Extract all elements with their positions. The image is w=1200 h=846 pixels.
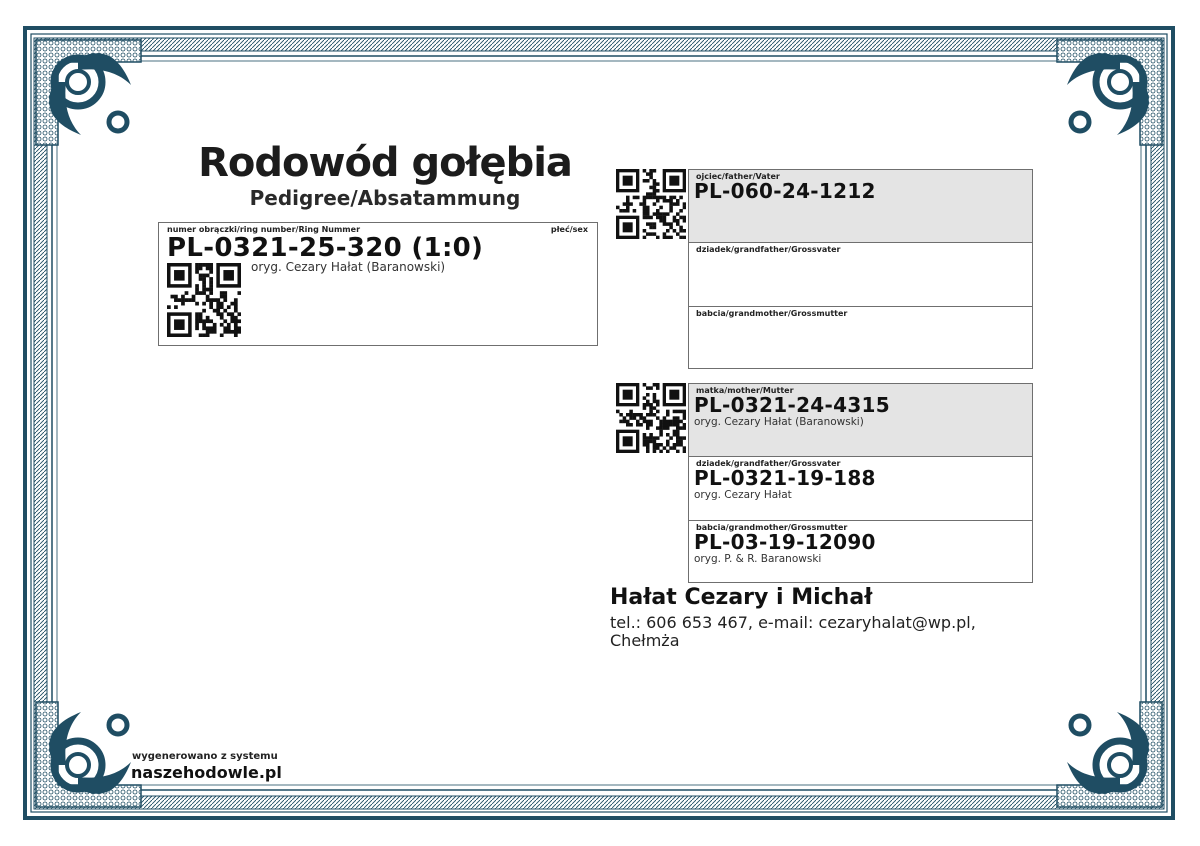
- paternal-grandmother-cell: [689, 306, 1032, 370]
- pigeon-ring-number: PL-0321-25-320 (1:0): [167, 233, 484, 263]
- mother-line-box: [688, 383, 1033, 583]
- maternal-grandmother-cell: [689, 520, 1032, 584]
- qr-code-icon: [616, 383, 686, 453]
- maternal-grandmother-ring: PL-03-19-12090: [694, 530, 876, 554]
- paternal-grandmother-label: babcia/grandmother/Grossmutter: [696, 309, 848, 318]
- maternal-grandfather-label: dziadek/grandfather/Grossvater: [696, 459, 841, 468]
- maternal-grandmother-label: babcia/grandmother/Grossmutter: [696, 523, 848, 532]
- qr-code-icon: [167, 263, 241, 337]
- maternal-grandfather-cell: [689, 456, 1032, 520]
- pigeon-origin: oryg. Cezary Hałat (Baranowski): [251, 260, 446, 274]
- pigeon-box: [158, 222, 598, 346]
- owner-contact: tel.: 606 653 467, e-mail: cezaryhalat@wp.pl, Chełmża: [610, 613, 976, 650]
- ring-number-label: numer obrączki/ring number/Ring Nummer: [167, 225, 361, 234]
- generator-site-link[interactable]: naszehodowle.pl: [131, 763, 282, 782]
- maternal-grandfather-origin: oryg. Cezary Hałat: [694, 489, 792, 501]
- page-title: Rodowód gołębia: [198, 140, 572, 186]
- mother-cell: [689, 384, 1032, 456]
- paternal-grandfather-label: dziadek/grandfather/Grossvater: [696, 245, 841, 254]
- father-ring-number: PL-060-24-1212: [694, 179, 876, 203]
- paternal-grandfather-cell: [689, 242, 1032, 306]
- mother-label: matka/mother/Mutter: [696, 386, 794, 395]
- maternal-grandfather-ring: PL-0321-19-188: [694, 466, 876, 490]
- mother-ring-number: PL-0321-24-4315: [694, 393, 890, 417]
- father-cell: [689, 170, 1032, 242]
- sex-label: płeć/sex: [550, 225, 588, 234]
- mother-origin: oryg. Cezary Hałat (Baranowski): [694, 416, 864, 428]
- maternal-grandmother-origin: oryg. P. & R. Baranowski: [694, 553, 822, 565]
- father-label: ojciec/father/Vater: [696, 172, 780, 181]
- page-subtitle: Pedigree/Absatammung: [249, 186, 521, 210]
- owner-name: Hałat Cezary i Michał: [610, 585, 873, 610]
- qr-code-icon: [616, 169, 686, 239]
- generated-label: wygenerowano z systemu: [132, 751, 278, 762]
- father-line-box: [688, 169, 1033, 369]
